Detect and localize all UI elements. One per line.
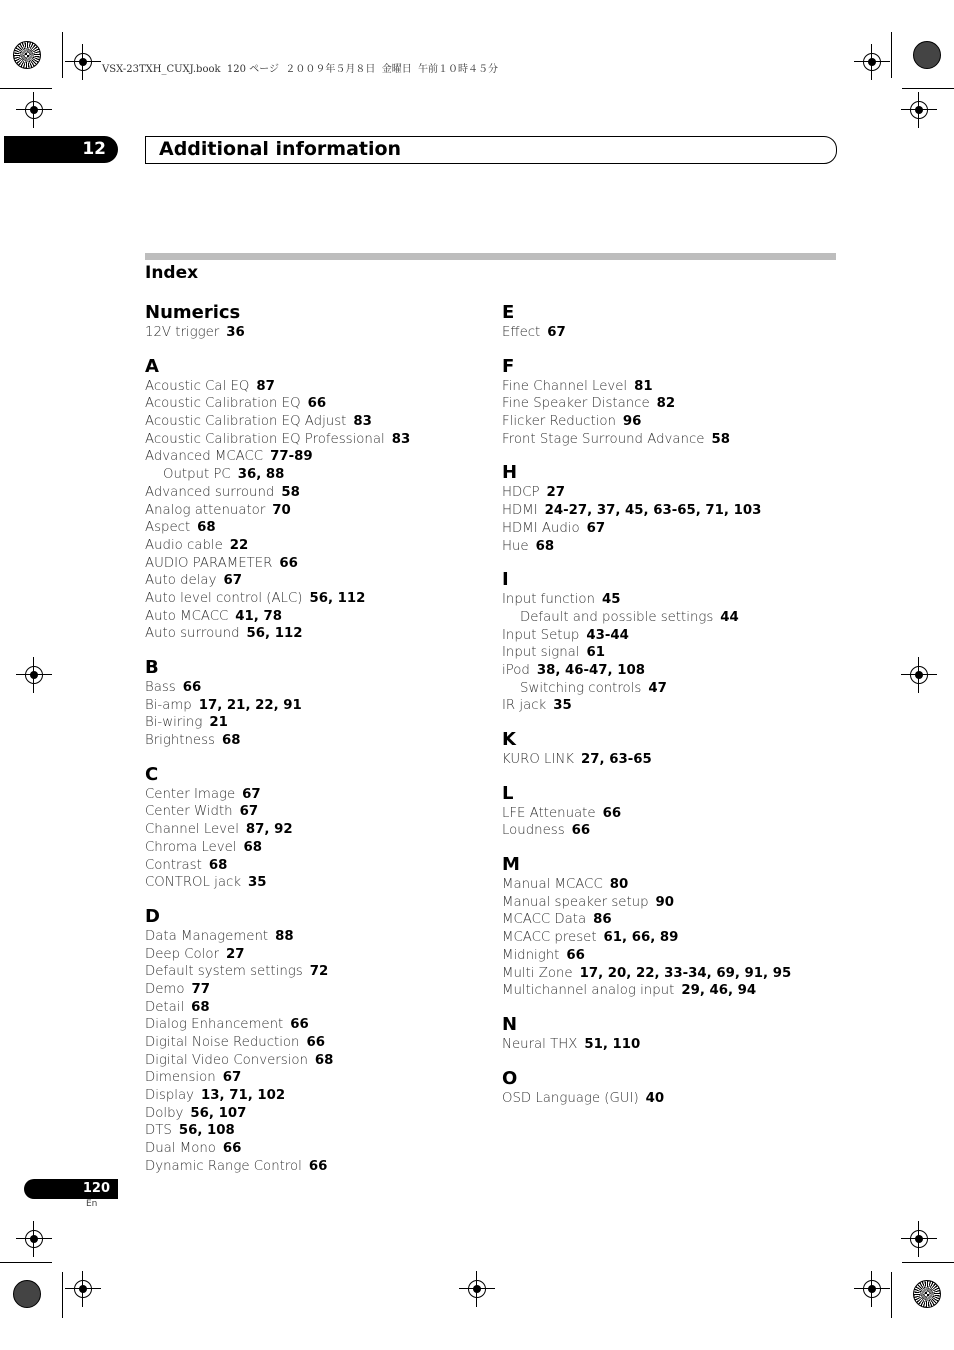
index-term: KURO LINK [502, 752, 575, 767]
index-page-refs: 68 [191, 999, 210, 1015]
index-entry [145, 999, 475, 1017]
index-entry [502, 627, 832, 645]
index-term: Contrast [145, 857, 202, 873]
index-page-refs: 43-44 [586, 627, 629, 643]
index-page-refs: 47 [648, 680, 667, 696]
page-number: 120 [82, 1181, 110, 1196]
index-term: Bi-amp [145, 697, 192, 713]
index-section [145, 356, 475, 643]
index-page-refs: 36, 88 [237, 467, 285, 483]
index-entry [502, 431, 832, 449]
chapter-title-box [145, 136, 837, 164]
index-entry [502, 929, 832, 947]
book-info-line: VSX-23TXH_CUXJ.book 120 ページ ２００９年５月８日 金曜日 午前１０時４５分 [102, 64, 499, 75]
index-term: Dual Mono [145, 1141, 216, 1157]
index-term: Fine Channel Level [502, 378, 628, 394]
index-entry [145, 857, 475, 875]
registration-crosshair-icon [22, 663, 46, 687]
index-page-refs: 96 [622, 414, 642, 430]
index-entry [502, 591, 832, 609]
index-page-refs: 68 [243, 839, 262, 855]
index-term: HDMI [502, 503, 538, 519]
index-entry [502, 947, 832, 965]
index-page-refs: 68 [535, 538, 555, 554]
index-section [502, 462, 832, 555]
index-entry [502, 413, 832, 431]
index-page-refs: 82 [656, 396, 676, 412]
index-page-refs: 35 [248, 875, 267, 891]
index-page-refs: 41, 78 [235, 608, 282, 624]
index-page-refs: 38, 46-47, 108 [536, 662, 645, 678]
index-entry [145, 519, 475, 537]
index-section-letter: N [502, 1013, 518, 1035]
index-term: Analog attenuator [145, 502, 266, 518]
index-entry [145, 431, 475, 449]
index-entry [145, 1087, 475, 1105]
index-page-refs: 44 [720, 609, 739, 625]
index-term: Neural THX [502, 1036, 578, 1052]
index-term: Dynamic Range Control [145, 1158, 302, 1174]
index-entry [502, 1090, 832, 1108]
registration-star-icon [13, 41, 41, 69]
index-term: AUDIO PARAMETER [145, 555, 273, 571]
index-section [502, 1014, 832, 1054]
index-section-letter: O [502, 1067, 518, 1089]
chapter-title: Additional information [159, 138, 402, 160]
index-page-refs: 80 [609, 877, 629, 893]
index-entry [502, 697, 832, 715]
index-page-refs: 87 [256, 378, 275, 394]
index-section [502, 569, 832, 715]
index-term: 12V trigger [145, 325, 220, 340]
index-entry [145, 395, 475, 413]
index-page-refs: 61, 66, 89 [603, 930, 679, 946]
index-section [145, 906, 475, 1176]
index-entry [145, 803, 475, 821]
index-entry [145, 1105, 475, 1123]
index-term: Advanced MCACC [145, 449, 264, 465]
index-heading: Index [145, 263, 199, 283]
registration-crosshair-icon [71, 1277, 95, 1301]
index-term: Detail [145, 999, 185, 1015]
index-column-right [502, 302, 832, 1107]
index-page-refs: 56, 108 [178, 1123, 235, 1139]
index-page-refs: 67 [547, 325, 566, 340]
index-page-refs: 66 [279, 555, 298, 571]
index-term: Bi-wiring [145, 715, 203, 731]
index-entry [145, 963, 475, 981]
index-term: Bass [145, 680, 176, 695]
index-page-refs: 66 [566, 947, 585, 963]
index-entry [502, 1036, 832, 1054]
index-page-refs: 58 [281, 484, 300, 500]
index-term: Input signal [502, 645, 580, 661]
index-term: Digital Noise Reduction [145, 1035, 300, 1050]
index-entry [145, 981, 475, 999]
registration-crosshair-icon [860, 1277, 884, 1301]
index-page-refs: 17, 20, 22, 33-34, 69, 91, 95 [579, 965, 792, 981]
index-divider-bar [145, 253, 836, 260]
index-term: HDCP [502, 485, 540, 501]
index-term: Fine Speaker Distance [502, 396, 650, 412]
index-term: DTS [145, 1123, 172, 1139]
index-entry [145, 484, 475, 502]
index-entry [145, 324, 475, 342]
registration-crosshair-icon [907, 663, 931, 687]
index-term: Midnight [502, 947, 560, 963]
index-entry [145, 608, 475, 626]
index-page-refs: 58 [711, 431, 730, 447]
index-term: Dimension [145, 1070, 216, 1086]
index-page-refs: 66 [308, 1158, 328, 1174]
index-term: Demo [145, 981, 185, 997]
registration-crosshair-icon [465, 1277, 489, 1301]
index-term: MCACC Data [502, 912, 587, 928]
index-term: Aspect [145, 520, 191, 536]
index-term: HDMI Audio [502, 520, 580, 536]
index-page-refs: 70 [272, 502, 291, 518]
index-entry [145, 1140, 475, 1158]
index-term: Default system settings [145, 964, 303, 980]
index-page-refs: 83 [391, 431, 411, 447]
index-entry [145, 714, 475, 732]
index-page-refs: 67 [222, 1070, 242, 1086]
index-term: Acoustic Calibration EQ Adjust [145, 414, 347, 430]
index-page-refs: 17, 21, 22, 91 [198, 697, 302, 713]
index-entry [502, 982, 832, 1000]
index-entry [145, 1034, 475, 1052]
registration-star-icon [913, 1280, 941, 1308]
index-term: Manual MCACC [502, 877, 603, 893]
index-section-letter: L [502, 782, 514, 804]
index-section [502, 783, 832, 840]
registration-crosshair-icon [907, 1227, 931, 1251]
index-page-refs: 67 [223, 573, 242, 589]
index-page-refs: 40 [645, 1090, 665, 1106]
index-entry [145, 1016, 475, 1034]
index-entry [145, 537, 475, 555]
index-entry [502, 805, 832, 823]
chapter-number-tab [4, 136, 118, 163]
index-page-refs: 67 [586, 520, 606, 536]
index-term: Multichannel analog input [502, 983, 675, 999]
index-page-refs: 56, 107 [190, 1105, 247, 1121]
index-page-refs: 13, 71, 102 [201, 1088, 286, 1104]
index-term: Output PC [163, 467, 231, 483]
index-entry [502, 822, 832, 840]
index-entry [502, 395, 832, 413]
index-term: Acoustic Calibration EQ [145, 396, 301, 412]
index-entry [145, 502, 475, 520]
index-page-refs: 27 [546, 485, 566, 501]
registration-crosshair-icon [22, 98, 46, 122]
index-page-refs: 81 [634, 378, 653, 394]
index-entry [145, 590, 475, 608]
index-entry [502, 484, 832, 502]
index-page-refs: 27 [225, 946, 245, 962]
index-section-letter: Numerics [145, 302, 241, 323]
index-entry [502, 644, 832, 662]
index-page-refs: 68 [314, 1052, 334, 1068]
index-entry [502, 502, 832, 520]
index-term: MCACC preset [502, 930, 597, 946]
index-entry [502, 911, 832, 929]
index-page-refs: 22 [229, 537, 249, 553]
index-term: Deep Color [145, 946, 219, 962]
index-page-refs: 66 [306, 1035, 325, 1050]
index-entry [502, 378, 832, 396]
registration-crosshair-icon [71, 50, 95, 74]
index-page-refs: 66 [571, 823, 591, 839]
index-term: LFE Attenuate [502, 805, 596, 821]
index-term: Default and possible settings [520, 609, 714, 625]
index-section-letter: H [502, 462, 518, 484]
index-term: Flicker Reduction [502, 414, 616, 430]
index-subentry [145, 466, 475, 484]
index-term: Chroma Level [145, 839, 237, 855]
index-term: Audio cable [145, 537, 223, 553]
index-term: Input Setup [502, 627, 580, 643]
index-entry [145, 1158, 475, 1176]
index-entry [145, 821, 475, 839]
index-term: Acoustic Cal EQ [145, 378, 250, 394]
index-section-letter: K [502, 729, 516, 750]
index-entry [145, 946, 475, 964]
index-term: Advanced surround [145, 484, 275, 500]
index-page-refs: 51, 110 [584, 1036, 641, 1052]
index-entry [502, 324, 832, 342]
index-entry [502, 965, 832, 983]
index-section [145, 764, 475, 892]
index-term: Auto level control (ALC) [145, 590, 303, 606]
index-entry [502, 520, 832, 538]
index-section [502, 854, 832, 1000]
index-page-refs: 56, 112 [246, 626, 303, 642]
index-page-refs: 27, 63-65 [581, 752, 652, 767]
index-page-refs: 87, 92 [245, 822, 293, 838]
index-section [502, 1068, 832, 1108]
index-entry [145, 1069, 475, 1087]
registration-crosshair-icon [22, 1227, 46, 1251]
index-section [145, 302, 475, 342]
index-page-refs: 77 [191, 981, 211, 997]
index-page-refs: 83 [353, 414, 372, 430]
index-page-refs: 72 [309, 964, 329, 980]
index-term: Auto MCACC [145, 608, 229, 624]
index-term: Multi Zone [502, 965, 573, 981]
index-term: Digital Video Conversion [145, 1052, 308, 1068]
index-page-refs: 66 [182, 680, 202, 695]
index-page-refs: 86 [593, 912, 612, 928]
index-term: Dolby [145, 1105, 184, 1121]
index-page-refs: 66 [602, 805, 622, 821]
index-page-refs: 56, 112 [309, 590, 366, 606]
index-page-refs: 67 [242, 786, 261, 802]
index-term: CONTROL jack [145, 875, 242, 891]
index-term: Center Image [145, 786, 236, 802]
index-page-refs: 66 [290, 1017, 309, 1033]
index-page-refs: 29, 46, 94 [681, 983, 757, 999]
index-section-letter: C [145, 763, 159, 785]
index-entry [145, 839, 475, 857]
index-page-refs: 35 [553, 698, 572, 714]
index-section-letter: B [145, 657, 159, 678]
index-entry [145, 625, 475, 643]
index-term: Input function [502, 592, 595, 608]
index-page-refs: 90 [655, 894, 675, 910]
index-term: Hue [502, 538, 529, 554]
index-section [145, 657, 475, 750]
index-section [502, 729, 832, 769]
index-entry [145, 378, 475, 396]
index-term: IR jack [502, 698, 547, 714]
index-section-letter: M [502, 854, 520, 876]
index-page-refs: 66 [222, 1141, 242, 1157]
index-page-refs: 77-89 [270, 449, 313, 465]
index-entry [145, 874, 475, 892]
registration-star-icon [913, 41, 941, 69]
index-subentry [502, 609, 832, 627]
index-page-refs: 68 [221, 733, 241, 749]
index-term: OSD Language (GUI) [502, 1090, 639, 1106]
index-entry [145, 786, 475, 804]
index-entry [145, 448, 475, 466]
index-section-letter: I [502, 569, 509, 591]
index-page-refs: 61 [586, 645, 606, 661]
index-section-letter: F [502, 355, 515, 377]
index-page-refs: 68 [208, 857, 228, 873]
index-page-refs: 68 [197, 520, 216, 536]
index-term: Front Stage Surround Advance [502, 431, 705, 447]
index-term: Loudness [502, 823, 565, 839]
index-page-refs: 21 [209, 715, 228, 731]
index-entry [502, 662, 832, 680]
index-term: Data Management [145, 928, 269, 944]
index-entry [502, 894, 832, 912]
index-term: Brightness [145, 733, 215, 749]
index-section-letter: D [145, 905, 160, 927]
index-entry [502, 751, 832, 769]
index-page-refs: 88 [275, 928, 294, 944]
index-column-left [145, 302, 475, 1176]
index-page-refs: 24-27, 37, 45, 63-65, 71, 103 [544, 503, 762, 519]
chapter-number: 12 [82, 139, 106, 159]
index-term: Auto surround [145, 626, 240, 642]
index-section [502, 302, 832, 342]
index-page-refs: 45 [601, 592, 621, 608]
index-term: Manual speaker setup [502, 894, 649, 910]
index-term: Switching controls [520, 680, 642, 696]
registration-crosshair-icon [907, 98, 931, 122]
registration-star-icon [13, 1280, 41, 1308]
page-language: En [86, 1199, 98, 1209]
index-section-letter: E [502, 302, 515, 323]
index-section [502, 356, 832, 449]
index-entry [145, 697, 475, 715]
index-entry [502, 876, 832, 894]
index-term: Dialog Enhancement [145, 1017, 284, 1033]
index-entry [145, 1122, 475, 1140]
index-entry [145, 1052, 475, 1070]
index-page-refs: 36 [226, 325, 245, 340]
index-section-letter: A [145, 355, 159, 377]
index-term: Channel Level [145, 822, 239, 838]
index-term: iPod [502, 662, 530, 678]
index-term: Acoustic Calibration EQ Professional [145, 431, 385, 447]
index-subentry [502, 680, 832, 698]
index-entry [145, 928, 475, 946]
page-number-tab [24, 1179, 118, 1199]
index-page-refs: 67 [239, 804, 259, 820]
index-page-refs: 66 [307, 396, 327, 412]
index-entry [145, 732, 475, 750]
index-term: Center Width [145, 804, 233, 820]
index-entry [145, 413, 475, 431]
index-term: Auto delay [145, 573, 217, 589]
registration-crosshair-icon [860, 50, 884, 74]
index-entry [145, 679, 475, 697]
index-term: Effect [502, 325, 541, 340]
index-term: Display [145, 1088, 195, 1104]
index-entry [145, 555, 475, 573]
index-entry [502, 538, 832, 556]
index-entry [145, 572, 475, 590]
